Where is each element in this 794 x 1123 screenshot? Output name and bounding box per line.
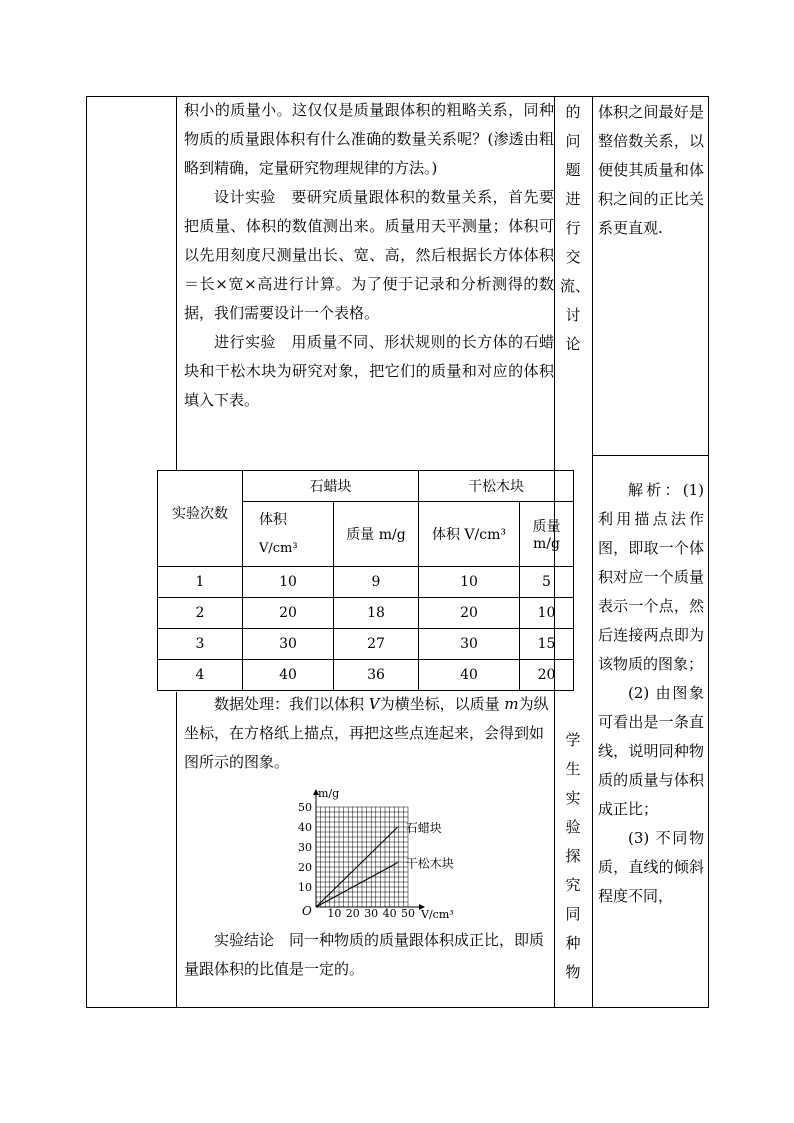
table-cell: 1 (158, 567, 243, 598)
paragraph-data-processing (184, 690, 554, 777)
frame-right-border (708, 96, 709, 1008)
table-cell: 30 (243, 629, 334, 660)
table-row (158, 567, 574, 598)
vertical-char: 同 (565, 905, 581, 923)
vertical-char: 问 (565, 132, 581, 150)
analysis-part-1: 解析：(1)利用描点法作图，即取一个体积对应一个质量表示一个点，然后连接两点即为该物质的图象； (598, 481, 704, 673)
table-cell: 9 (334, 567, 419, 598)
text-segment: 为纵坐标，在方格纸上描点，再把这些点连起来，会得到如图所示的图象。 (184, 695, 549, 771)
vertical-char: 行 (565, 219, 581, 237)
conclusion-text (184, 926, 554, 984)
header-wood-mass: 质量 m/g (520, 502, 574, 567)
analysis-part-3: (3) 不同物质，直线的倾斜程度不同， (598, 829, 704, 905)
chart-x-tick-label: 10 (327, 907, 342, 920)
table-cell: 2 (158, 598, 243, 629)
table-cell: 10 (520, 598, 574, 629)
table-cell: 10 (243, 567, 334, 598)
header-wax-volume-label: 体积 (259, 511, 287, 528)
table-cell: 3 (158, 629, 243, 660)
table-cell: 15 (520, 629, 574, 660)
table-cell: 20 (520, 660, 574, 691)
table-row (158, 629, 574, 660)
vertical-char: 生 (565, 760, 581, 778)
symbol-mass: m (504, 695, 519, 713)
vertical-char: 交 (565, 248, 581, 266)
col4-analysis (598, 476, 704, 911)
header-group-wax: 石蜡块 (243, 471, 419, 502)
table-row (158, 598, 574, 629)
table-cell: 30 (419, 629, 520, 660)
vertical-char: 探 (565, 847, 581, 865)
chart-series-label: 石蜡块 (405, 821, 442, 835)
vertical-char: 进 (565, 190, 581, 208)
vertical-char: 讨 (565, 306, 581, 324)
analysis-part-2: (2) 由图象可看出是一条直线，说明同种物质的质量与体积成正比； (598, 684, 704, 818)
table-cell: 36 (334, 660, 419, 691)
col3-bottom-text (560, 726, 586, 987)
vertical-char: 流、 (560, 277, 591, 295)
chart-y-tick-label: 30 (298, 841, 312, 854)
header-wax-volume-unit: V/cm³ (259, 540, 298, 556)
col4-row-divider (592, 455, 709, 456)
vertical-char: 种 (565, 934, 581, 952)
main-text (184, 96, 554, 440)
lower-text (184, 690, 554, 777)
table-cell: 20 (243, 598, 334, 629)
frame-col-divider-1b (176, 692, 177, 1008)
chart-y-tick-label: 40 (298, 821, 312, 834)
frame-bottom-border (86, 1007, 709, 1008)
chart-x-tick-label: 30 (364, 907, 379, 920)
table-cell: 5 (520, 567, 574, 598)
col3-top-text (560, 98, 591, 359)
chart-y-tick-label: 20 (298, 861, 312, 874)
paragraph-intro: 积小的质量小。这仅仅是质量跟体积的粗略关系，同种物质的质量跟体积有什么准确的数量关系呢？(渗透由粗略到精确，定量研究物理规律的方法。) (184, 101, 554, 177)
symbol-volume: V (368, 695, 380, 713)
vertical-char: 实 (565, 789, 581, 807)
table-cell: 10 (419, 567, 520, 598)
vertical-char: 物 (565, 963, 581, 981)
text-segment: 为横坐标，以质量 (379, 695, 505, 713)
chart-x-tick-label: 40 (382, 907, 397, 920)
header-trial-count: 实验次数 (158, 471, 243, 567)
vertical-char: 究 (565, 876, 581, 894)
paragraph-conduct-experiment: 进行实验 用质量不同、形状规则的长方体的石蜡块和干松木块为研究对象，把它们的质量和对应的体积填入下表。 (184, 333, 554, 409)
vertical-char: 学 (565, 731, 581, 749)
frame-col-divider-1 (176, 96, 177, 470)
table-row (158, 660, 574, 691)
vertical-char: 论 (565, 335, 581, 353)
mass-volume-chart (280, 782, 480, 922)
header-wax-volume (243, 502, 334, 567)
chart-y-axis-label: m/g (318, 787, 340, 800)
chart-x-tick-label: 20 (345, 907, 360, 920)
chart-y-tick-label: 50 (298, 801, 312, 814)
chart-x-axis-label: V/cm³ (421, 908, 454, 921)
chart-x-tick-label: 50 (401, 907, 415, 920)
text-segment: 数据处理：我们以体积 (214, 695, 369, 713)
vertical-char: 题 (565, 161, 581, 179)
col4-top-text (598, 98, 704, 243)
table-cell: 40 (243, 660, 334, 691)
chart-series-line (316, 863, 398, 907)
header-wax-mass: 质量 m/g (334, 502, 419, 567)
table-cell: 27 (334, 629, 419, 660)
frame-col-divider-3 (592, 96, 593, 1008)
header-group-wood: 干松木块 (419, 471, 574, 502)
note-integer-multiple: 体积之间最好是整倍数关系，以便使其质量和体积之间的正比关系更直观. (598, 103, 704, 237)
table-cell: 20 (419, 598, 520, 629)
vertical-char: 的 (565, 103, 581, 121)
chart-grid (316, 807, 408, 907)
table-cell: 40 (419, 660, 520, 691)
chart-origin-label: O (302, 904, 312, 918)
chart-y-tick-label: 10 (298, 881, 312, 894)
chart-series-label: 干松木块 (405, 856, 454, 871)
paragraph-conclusion: 实验结论 同一种物质的质量跟体积成正比，即质量跟体积的比值是一定的。 (184, 931, 545, 978)
vertical-char: 验 (565, 818, 581, 836)
header-wood-volume: 体积 V/cm³ (419, 502, 520, 567)
paragraph-design-experiment: 设计实验 要研究质量跟体积的数量关系，首先要把质量、体积的数值测出来。质量用天平测量；体积可以先用刻度尺测量出长、宽、高，然后根据长方体体积＝长×宽×高进行计算。为了便于记录和分析测得的数据，我们需要设计一个表格。 (184, 188, 554, 322)
table-cell: 4 (158, 660, 243, 691)
data-table (157, 470, 574, 691)
table-cell: 18 (334, 598, 419, 629)
frame-left-border (86, 96, 87, 1008)
